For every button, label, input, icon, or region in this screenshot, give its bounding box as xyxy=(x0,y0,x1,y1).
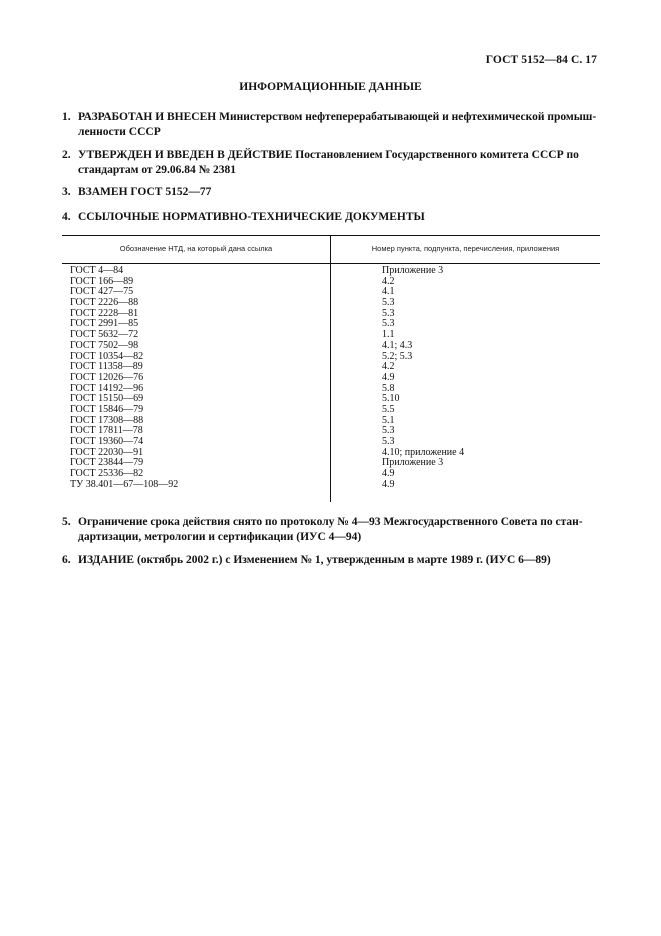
table-cell-clause: 5.10 xyxy=(382,393,400,405)
table-cell-designation: ГОСТ 11358—89 xyxy=(70,361,143,373)
table-cell-clause: 1.1 xyxy=(382,329,395,341)
table-cell-designation: ГОСТ 166—89 xyxy=(70,275,134,287)
table-cell-clause: 5.3 xyxy=(382,425,395,437)
table-cell-clause: 4.2 xyxy=(382,361,395,373)
table-cell-designation: ГОСТ 22030—91 xyxy=(70,446,144,458)
table-cell-designation: ГОСТ 5632—72 xyxy=(70,329,139,341)
table-cell-designation: ГОСТ 15150—69 xyxy=(70,393,144,405)
table-row xyxy=(62,298,600,309)
item-number: 2. xyxy=(62,149,71,161)
table-cell-designation: ГОСТ 25336—82 xyxy=(70,468,144,480)
item-body-line1: ИЗДАНИЕ (октябрь 2002 г.) с Изменением № 1, утвержденным в марте 1989 г. (ИУС 6—89) xyxy=(78,554,551,566)
table-header-designation: Обозначение НТД, на который дана ссылка xyxy=(119,244,273,253)
table-cell-designation: ГОСТ 2228—81 xyxy=(70,307,139,319)
table-row xyxy=(62,319,600,330)
item-text xyxy=(62,148,602,178)
page-header: ГОСТ 5152—84 С. 17 xyxy=(485,54,597,66)
page-title: ИНФОРМАЦИОННЫЕ ДАННЫЕ xyxy=(239,81,422,93)
table-cell-designation: ГОСТ 4—84 xyxy=(70,265,124,276)
item-number: 1. xyxy=(62,111,71,123)
table-cell-clause: 4.9 xyxy=(382,478,395,490)
table-cell-clause: Приложение 3 xyxy=(382,457,444,469)
info-item-4 xyxy=(62,210,602,225)
table-cell-clause: 5.8 xyxy=(382,382,395,394)
table-cell-clause: 5.1 xyxy=(382,414,395,426)
table-cell-clause: 4.1; 4.3 xyxy=(382,339,413,351)
table-cell-clause: 4.9 xyxy=(382,371,395,383)
table-cell-clause: Приложение 3 xyxy=(382,265,444,276)
item-text xyxy=(62,210,602,225)
table-cell-designation: ГОСТ 17811—78 xyxy=(70,425,143,437)
table-cell-designation: ГОСТ 2991—85 xyxy=(70,318,139,330)
table-cell-clause: 5.5 xyxy=(382,403,395,415)
info-item-3 xyxy=(62,185,602,200)
item-text xyxy=(62,553,602,568)
table-cell-clause: 5.3 xyxy=(382,436,395,447)
info-item-1 xyxy=(62,110,602,140)
table-cell-designation: ГОСТ 15846—79 xyxy=(70,403,144,415)
item-body-line2: ленности СССР xyxy=(78,126,161,138)
table-cell-designation: ТУ 38.401—67—108—92 xyxy=(70,478,179,490)
table-cell-clause: 4.9 xyxy=(382,468,395,480)
item-text xyxy=(62,185,602,200)
item-number: 6. xyxy=(62,554,71,566)
item-number: 5. xyxy=(62,516,71,528)
item-keyword: ССЫЛОЧНЫЕ НОРМАТИВНО-ТЕХНИЧЕСКИЕ ДОКУМЕНТЫ xyxy=(78,211,425,223)
table-cell-designation: ГОСТ 2226—88 xyxy=(70,297,139,309)
info-item-5 xyxy=(62,515,602,545)
item-body-line2: дартизации, метрологии и сертификации (ИУС 4—94) xyxy=(78,531,362,543)
table-cell-clause: 4.1 xyxy=(382,286,395,298)
table-body xyxy=(62,266,600,490)
item-text xyxy=(62,110,602,140)
table-cell-clause: 5.3 xyxy=(382,318,395,330)
table-cell-designation: ГОСТ 427—75 xyxy=(70,286,134,298)
item-body-line1: Ограничение срока действия снято по протоколу № 4—93 Межгосударственного Совета по стан- xyxy=(78,516,583,528)
item-text xyxy=(62,515,602,545)
table-row xyxy=(62,287,600,298)
table-row xyxy=(62,277,600,288)
item-keyword: РАЗРАБОТАН И ВНЕСЕН xyxy=(78,111,217,123)
item-body-line1: Министерством нефтеперерабатывающей и нефтехимической промыш- xyxy=(219,111,597,123)
table-cell-clause: 5.3 xyxy=(382,297,395,309)
table-header-clause: Номер пункта, подпункта, перечисления, приложения xyxy=(371,244,560,253)
table-top-rule xyxy=(62,235,600,236)
info-item-6 xyxy=(62,553,602,568)
table-cell-clause: 5.3 xyxy=(382,307,395,319)
table-row xyxy=(62,373,600,384)
table-cell-clause: 4.10; приложение 4 xyxy=(382,446,465,458)
table-cell-clause: 5.2; 5.3 xyxy=(382,350,413,362)
table-cell-designation: ГОСТ 12026—76 xyxy=(70,371,144,383)
item-body-line1: Постановлением Государственного комитета СССР по xyxy=(295,149,579,161)
item-number: 4. xyxy=(62,211,71,223)
table-cell-designation: ГОСТ 23844—79 xyxy=(70,457,144,469)
table-row xyxy=(62,330,600,341)
info-item-2 xyxy=(62,148,602,178)
table-cell-designation: ГОСТ 17308—88 xyxy=(70,414,144,426)
table-cell-designation: ГОСТ 19360—74 xyxy=(70,436,144,447)
table-cell-clause: 4.2 xyxy=(382,275,395,287)
table-cell-designation: ГОСТ 7502—98 xyxy=(70,339,139,351)
table-row xyxy=(62,266,600,277)
table-cell-designation: ГОСТ 14192—96 xyxy=(70,382,144,394)
table-header-rule xyxy=(62,263,600,264)
table-row xyxy=(62,309,600,320)
item-keyword: ВЗАМЕН ГОСТ 5152—77 xyxy=(78,186,212,198)
table-row xyxy=(62,480,600,491)
item-keyword: УТВЕРЖДЕН И ВВЕДЕН В ДЕЙСТВИЕ xyxy=(78,149,293,161)
item-body-line2: стандартам от 29.06.84 № 2381 xyxy=(78,164,237,176)
table-row xyxy=(62,341,600,352)
item-number: 3. xyxy=(62,186,71,198)
table-cell-designation: ГОСТ 10354—82 xyxy=(70,350,144,362)
